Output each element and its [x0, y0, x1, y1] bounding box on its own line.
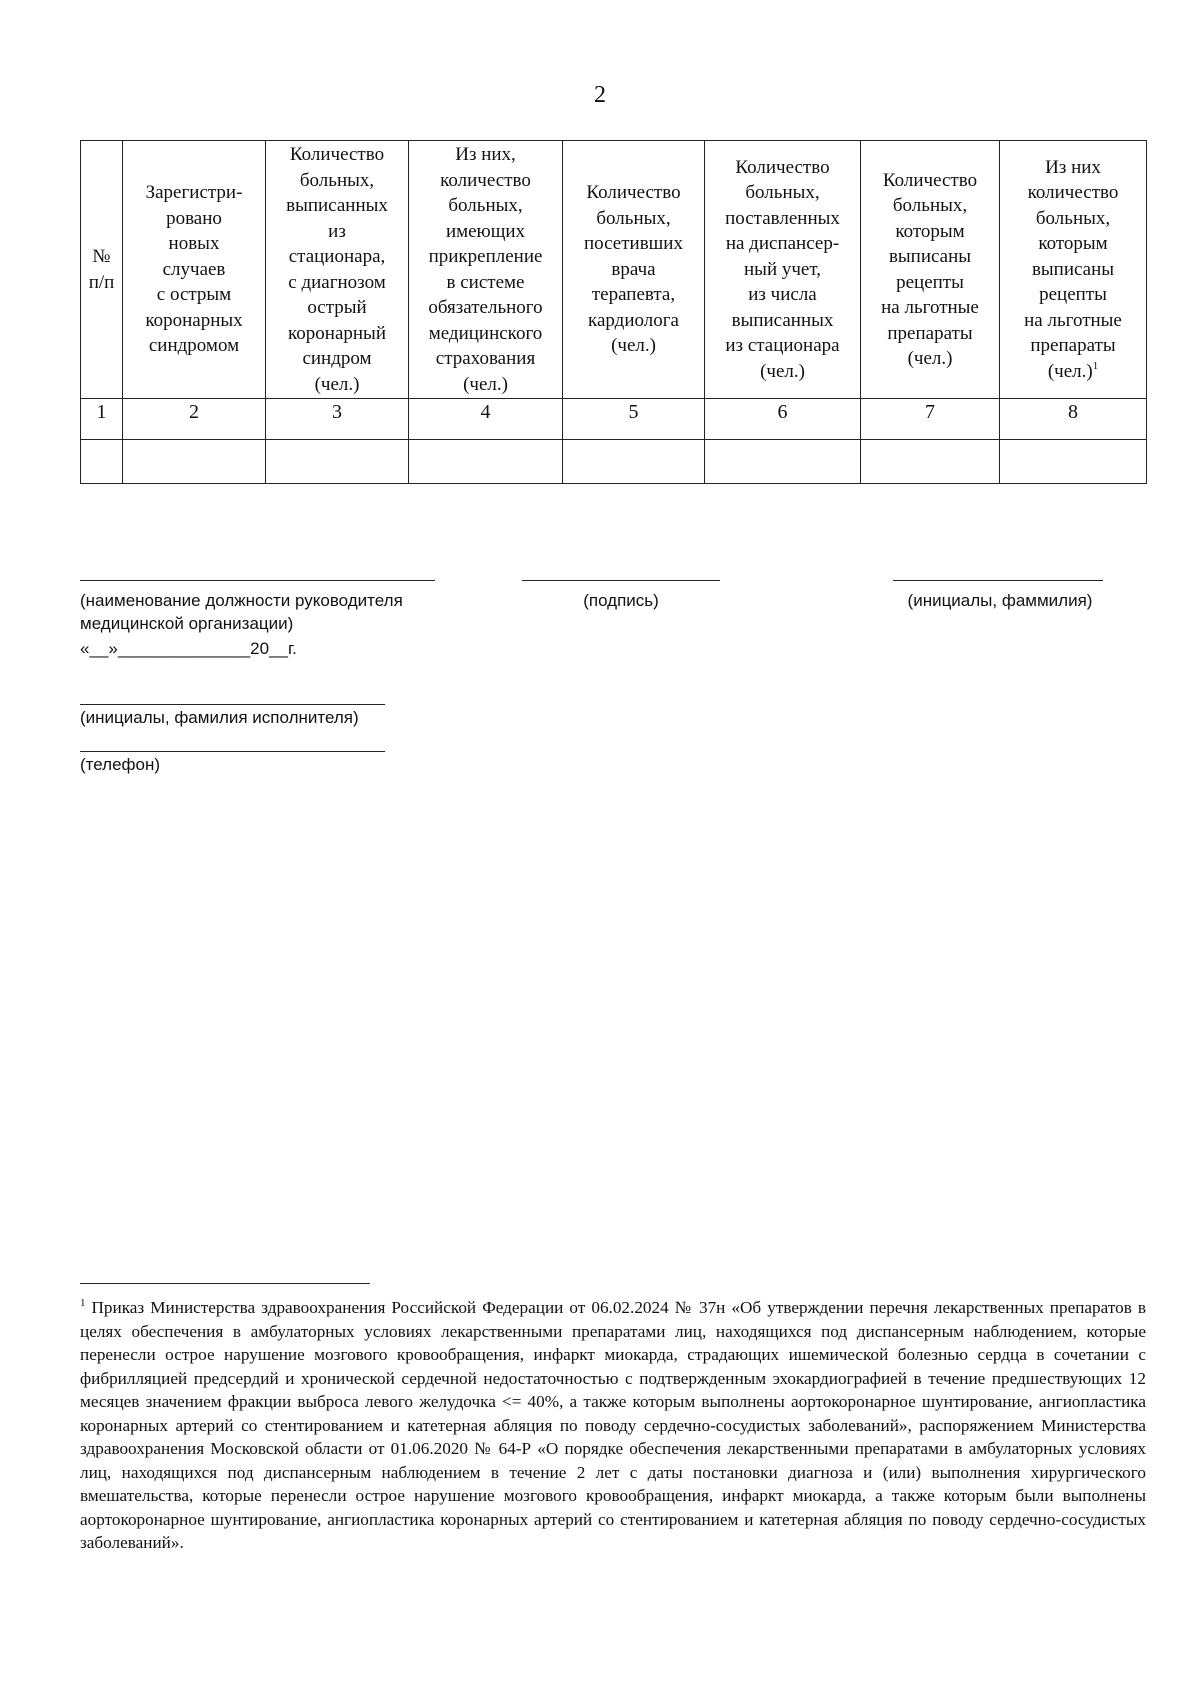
- report-table: [80, 140, 1147, 484]
- column-number: 6: [705, 399, 861, 440]
- footnote: [80, 1292, 1146, 1555]
- table-header-row: [81, 141, 1147, 399]
- table-cell[interactable]: [266, 440, 409, 484]
- header-cell-oms-attached: Из них, количество больных, имеющих прикрепление в системе обязательного медицинского страхования (чел.): [409, 141, 563, 399]
- table-cell[interactable]: [409, 440, 563, 484]
- initials-line: [893, 580, 1103, 581]
- header-cell-discharged-patients: Количество больных, выписанных из стационара, с диагнозом острый коронарный синдром (чел.): [266, 141, 409, 399]
- initials-caption: (инициалы, фаммилия): [907, 591, 1093, 610]
- table-cell[interactable]: [563, 440, 705, 484]
- footnote-mark: 1: [80, 1297, 86, 1309]
- column-number: 7: [861, 399, 1000, 440]
- footnote-reference: 1: [1092, 359, 1099, 372]
- date-line: «__»______________20__г.: [80, 639, 297, 658]
- column-number-row: [81, 399, 1147, 440]
- column-number: 5: [563, 399, 705, 440]
- column-number: 2: [123, 399, 266, 440]
- column-number: 4: [409, 399, 563, 440]
- table-cell[interactable]: [81, 440, 123, 484]
- header-cell-registered-cases: Зарегистри- ровано новых случаев с острым коронарных синдромом: [123, 141, 266, 399]
- header-cell-dispensary-registered: Количество больных, поставленных на диспансер- ный учет, из числа выписанных из стационара (чел.): [705, 141, 861, 399]
- header-cell-prescriptions-subset: Из них количество больных, которым выписаны рецепты на льготные препараты $(чел.)^1$: [1000, 141, 1147, 399]
- footnote-text: Приказ Министерства здравоохранения Российской Федерации от 06.02.2024 № 37н «Об утверждении перечня лекарственных препаратов в целях обеспечения в амбулаторных условиях лекарственными препаратами лиц, находящихся под диспансерным наблюдением, которые перенесли острое нарушение мозгового кровообращения, инфаркт миокарда, страдающих ишемической болезнью сердца в сочетании с фибрилляцией предсердий и хронической сердечной недостаточностью с подтвержденным эхокардиографией в течение предшествующих 12 месяцев значением фракции выброса левого желудочка <= 40%, а также которым выполнены аортокоронарное шунтирование, ангиопластика коронарных артерий со стентированием и катетерная абляция по поводу сердечно-сосудистых заболеваний», распоряжением Министерства здравоохранения Московской области от 01.06.2020 № 64-Р «О порядке обеспечения лекарственными препаратами в амбулаторных условиях лиц, находящихся под диспансерным наблюдением в течение 2 лет с даты постановки диагноза и (или) выполнения хирургического вмешательства, которые перенесли острое нарушение мозгового кровообращения, инфаркт миокарда, а также которым были выполнены аортокоронарное шунтирование, ангиопластика коронарных артерий со стентированием и катетерная абляция по поводу сердечно-сосудистых заболеваний».: [80, 1298, 1146, 1552]
- table-cell[interactable]: [123, 440, 266, 484]
- table-cell[interactable]: [1000, 440, 1147, 484]
- column-number: 3: [266, 399, 409, 440]
- position-line: [80, 580, 435, 581]
- header-cell-prescriptions: Количество больных, которым выписаны рецепты на льготные препараты (чел.): [861, 141, 1000, 399]
- phone-caption: (телефон): [80, 755, 161, 774]
- page-number: 2: [594, 82, 606, 108]
- header-cell-number: № п/п: [81, 141, 123, 399]
- table-row: [81, 440, 1147, 484]
- header-cell-visited-doctor: Количество больных, посетивших врача терапевта, кардиолога (чел.): [563, 141, 705, 399]
- signature-caption: (подпись): [583, 591, 659, 610]
- table-cell[interactable]: [861, 440, 1000, 484]
- executor-caption: (инициалы, фамилия исполнителя): [80, 708, 359, 727]
- column-number: 1: [81, 399, 123, 440]
- executor-line: [80, 704, 385, 705]
- footnote-separator: [80, 1283, 370, 1284]
- signature-line: [522, 580, 720, 581]
- position-caption: (наименование должности руководителя медицинской организации): [80, 591, 403, 633]
- column-number: 8: [1000, 399, 1147, 440]
- table-cell[interactable]: [705, 440, 861, 484]
- phone-line: [80, 751, 385, 752]
